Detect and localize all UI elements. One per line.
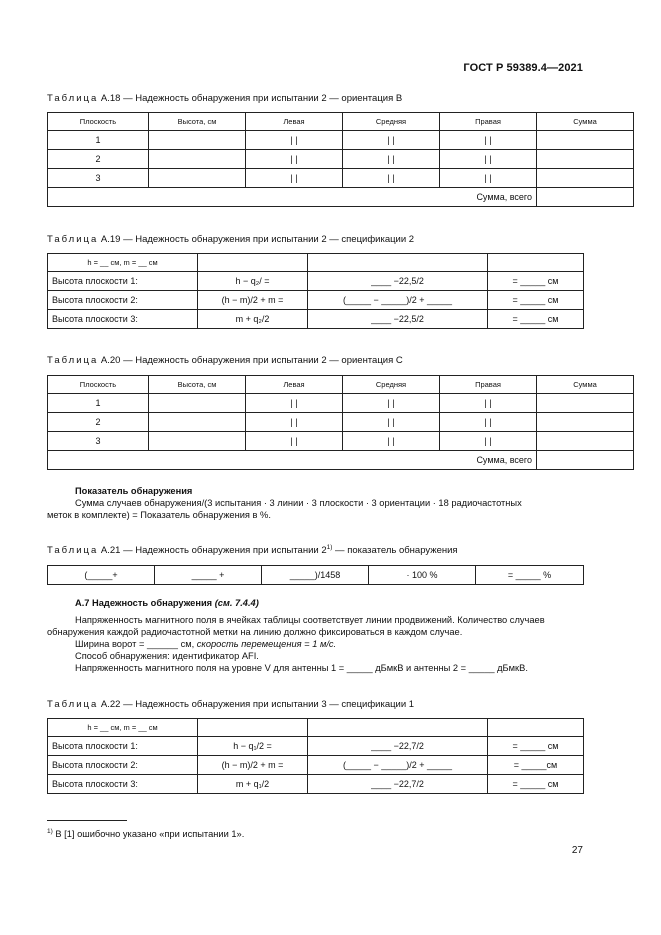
table-cell: | | <box>440 432 537 451</box>
table-cell: | | <box>440 131 537 150</box>
empty-cell <box>198 254 308 272</box>
footnote-text: В [1] ошибочно указано «при испытании 1». <box>52 829 245 840</box>
table-a20-title: A.20 — Надежность обнаружения при испытании 2 — ориентация C <box>100 355 403 366</box>
table-row <box>48 566 584 585</box>
total-label: Сумма, всего <box>48 451 537 470</box>
table-row <box>48 150 634 169</box>
footnote <box>47 828 244 839</box>
detection-method: Способ обнаружения: идентификатор AFI. <box>75 651 259 661</box>
table-cell <box>149 394 246 413</box>
section-a7-title: A.7 Надежность обнаружения <box>75 598 213 608</box>
table-a20 <box>47 375 634 470</box>
field-strength: Напряженность магнитного поля на уровне V для антенны 1 = _____ дБмкВ и антенны 2 = _____ дБмкВ. <box>75 663 528 673</box>
table-row <box>48 272 584 291</box>
col-header: Сумма <box>537 376 634 394</box>
table-row <box>48 756 584 775</box>
table-cell: | | <box>343 150 440 169</box>
variables-header: h = __ см, m = __ см <box>48 719 198 737</box>
table-label: Таблица <box>47 93 99 104</box>
formula: (h − m)/2 + m = <box>198 756 308 775</box>
formula: h − q₂/ = <box>198 272 308 291</box>
table-cell: | | <box>343 413 440 432</box>
calculation: ____ −22,7/2 <box>308 737 488 756</box>
table-header-row <box>48 376 634 394</box>
col-header: Правая <box>440 376 537 394</box>
calculation: (_____ − _____)/2 + _____ <box>308 756 488 775</box>
table-a18-title: A.18 — Надежность обнаружения при испытании 2 — ориентация B <box>100 93 403 104</box>
indicator-title: Показатель обнаружения <box>75 486 193 496</box>
row-label: Высота плоскости 2: <box>48 756 198 775</box>
table-cell: | | <box>246 432 343 451</box>
row-label: Высота плоскости 2: <box>48 291 198 310</box>
table-cell <box>537 150 634 169</box>
total-value <box>537 188 634 207</box>
table-a18-caption <box>47 93 402 104</box>
table-cell <box>537 394 634 413</box>
row-label: Высота плоскости 1: <box>48 272 198 291</box>
indicator-text: Сумма случаев обнаружения/(3 испытания · 3 линии · 3 плоскости · 3 ориентации · 18 радиочастотных <box>75 498 522 508</box>
gate-width-line <box>47 638 583 650</box>
table-a22-caption <box>47 699 414 710</box>
empty-cell <box>308 254 488 272</box>
table-cell: 3 <box>48 169 149 188</box>
table-row <box>48 413 634 432</box>
table-cell: | | <box>440 150 537 169</box>
calculation: (_____ − _____)/2 + _____ <box>308 291 488 310</box>
result: = _____ см <box>488 737 584 756</box>
table-cell: 3 <box>48 432 149 451</box>
table-cell: · 100 % <box>369 566 476 585</box>
total-value <box>537 451 634 470</box>
table-a18 <box>47 112 634 207</box>
table-row <box>48 169 634 188</box>
result: = _____ см <box>488 310 584 329</box>
table-cell <box>149 169 246 188</box>
table-cell <box>149 150 246 169</box>
table-cell <box>149 432 246 451</box>
table-cell: (_____+ <box>48 566 155 585</box>
table-cell: | | <box>246 413 343 432</box>
table-cell <box>537 169 634 188</box>
table-a21 <box>47 565 584 585</box>
table-label: Таблица <box>47 234 99 245</box>
table-cell <box>537 131 634 150</box>
table-header-row <box>48 254 584 272</box>
speed-text: скорость перемещения = 1 м/с. <box>196 639 337 649</box>
footnote-divider <box>47 820 127 821</box>
col-header: Левая <box>246 376 343 394</box>
table-row <box>48 394 634 413</box>
col-header: Плоскость <box>48 113 149 131</box>
section-a7-text: Напряженность магнитного поля в ячейках таблицы соответствует линии продвижений. Количество случаев <box>75 615 545 625</box>
table-row <box>48 432 634 451</box>
empty-cell <box>488 719 584 737</box>
table-cell: | | <box>343 394 440 413</box>
result: = _____см <box>488 756 584 775</box>
table-row <box>48 775 584 794</box>
table-a22 <box>47 718 584 794</box>
table-cell: | | <box>440 169 537 188</box>
table-a22-title: A.22 — Надежность обнаружения при испытании 3 — спецификации 1 <box>100 699 415 710</box>
empty-cell <box>198 719 308 737</box>
table-row <box>48 291 584 310</box>
table-row <box>48 310 584 329</box>
result: = _____ см <box>488 291 584 310</box>
total-row <box>48 451 634 470</box>
table-cell: 2 <box>48 150 149 169</box>
formula: m + q₁/2 <box>198 775 308 794</box>
table-label: Таблица <box>47 355 99 366</box>
section-a7 <box>47 597 583 674</box>
table-header-row <box>48 113 634 131</box>
table-header-row <box>48 719 584 737</box>
table-cell: | | <box>343 169 440 188</box>
indicator-block <box>47 485 583 521</box>
table-cell: | | <box>440 413 537 432</box>
table-cell: 2 <box>48 413 149 432</box>
table-label: Таблица <box>47 545 99 557</box>
col-header: Средняя <box>343 376 440 394</box>
table-cell: _____)/1458 <box>262 566 369 585</box>
table-cell <box>149 131 246 150</box>
col-header: Средняя <box>343 113 440 131</box>
table-cell: | | <box>246 150 343 169</box>
calculation: ____ −22,7/2 <box>308 775 488 794</box>
table-cell <box>149 413 246 432</box>
table-cell: | | <box>343 131 440 150</box>
formula: (h − m)/2 + m = <box>198 291 308 310</box>
variables-header: h = __ см, m = __ см <box>48 254 198 272</box>
table-cell: | | <box>440 394 537 413</box>
table-label: Таблица <box>47 699 99 710</box>
empty-cell <box>308 719 488 737</box>
page-number: 27 <box>571 845 583 856</box>
col-header: Правая <box>440 113 537 131</box>
table-cell <box>537 413 634 432</box>
footnote-ref: 1) <box>326 544 333 551</box>
gate-width-text: Ширина ворот = ______ см, <box>75 639 197 649</box>
table-cell: _____ + <box>155 566 262 585</box>
table-cell: = _____ % <box>476 566 584 585</box>
table-a19-title: A.19 — Надежность обнаружения при испытании 2 — спецификации 2 <box>100 234 415 245</box>
document-code: ГОСТ Р 59389.4—2021 <box>463 62 583 74</box>
table-cell: | | <box>246 131 343 150</box>
table-cell: | | <box>343 432 440 451</box>
table-a20-caption <box>47 355 403 366</box>
row-label: Высота плоскости 3: <box>48 310 198 329</box>
table-row <box>48 131 634 150</box>
table-cell: 1 <box>48 131 149 150</box>
table-a21-caption <box>47 544 458 556</box>
indicator-text-cont: меток в комплекте) = Показатель обнаружения в %. <box>47 510 271 520</box>
table-cell <box>537 432 634 451</box>
section-a7-ref: (см. 7.4.4) <box>212 598 259 608</box>
table-a19-caption <box>47 234 414 245</box>
section-a7-heading <box>47 597 583 609</box>
formula: h − q₁/2 = <box>198 737 308 756</box>
table-cell: | | <box>246 169 343 188</box>
table-row <box>48 737 584 756</box>
result: = _____ см <box>488 272 584 291</box>
table-a21-title-end: — показатель обнаружения <box>332 545 458 557</box>
total-row <box>48 188 634 207</box>
footnote-mark: 1) <box>47 828 53 835</box>
formula: m + q₂/2 <box>198 310 308 329</box>
table-a21-title: A.21 — Надежность обнаружения при испытании 2 <box>100 545 327 557</box>
col-header: Высота, см <box>149 113 246 131</box>
row-label: Высота плоскости 1: <box>48 737 198 756</box>
result: = _____ см <box>488 775 584 794</box>
col-header: Левая <box>246 113 343 131</box>
col-header: Плоскость <box>48 376 149 394</box>
calculation: ____ −22,5/2 <box>308 272 488 291</box>
section-a7-text: обнаружения каждой радиочастотной метки на линию должно фиксироваться в каждом случае. <box>47 627 463 637</box>
table-cell: | | <box>246 394 343 413</box>
table-cell: 1 <box>48 394 149 413</box>
col-header: Сумма <box>537 113 634 131</box>
col-header: Высота, см <box>149 376 246 394</box>
table-a19 <box>47 253 584 329</box>
calculation: ____ −22,5/2 <box>308 310 488 329</box>
empty-cell <box>488 254 584 272</box>
total-label: Сумма, всего <box>48 188 537 207</box>
row-label: Высота плоскости 3: <box>48 775 198 794</box>
